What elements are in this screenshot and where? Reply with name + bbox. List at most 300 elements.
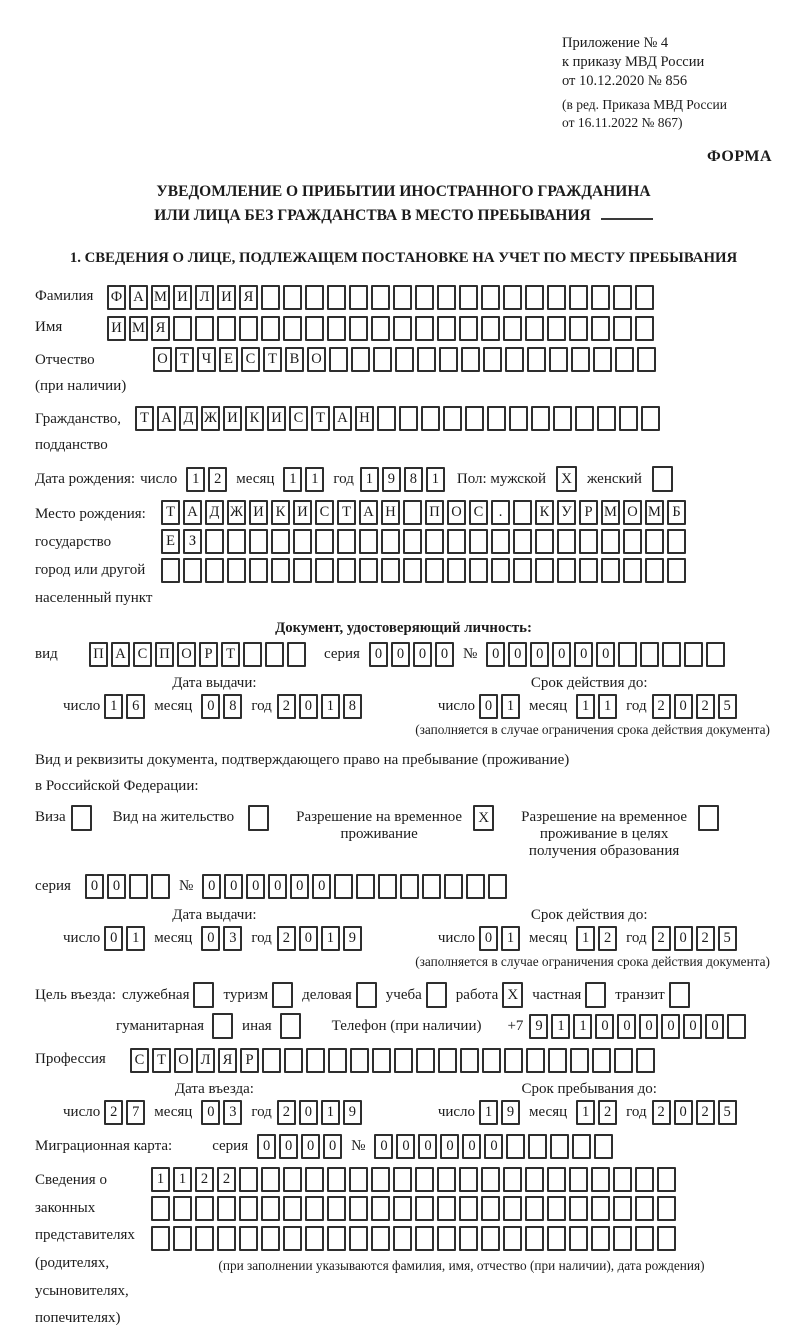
forma-label: ФОРМА <box>706 148 772 165</box>
char-box: 0 <box>462 1134 481 1159</box>
char-box <box>525 285 544 310</box>
char-box <box>151 874 170 899</box>
char-box <box>618 642 637 667</box>
char-box <box>283 285 302 310</box>
char-box: К <box>535 500 554 525</box>
char-box <box>657 1196 676 1221</box>
char-box: 1 <box>598 694 617 719</box>
phone-label: Телефон (при наличии) <box>331 1017 482 1034</box>
identity-doc-row <box>35 642 772 667</box>
doc-type-boxes <box>89 642 306 667</box>
char-box: 9 <box>382 467 401 492</box>
sex-female-label: женский <box>587 470 642 487</box>
char-box: С <box>315 500 334 525</box>
char-box: 0 <box>107 874 126 899</box>
form-title <box>35 180 772 228</box>
residence-permit-option <box>113 805 274 831</box>
char-box <box>393 285 412 310</box>
char-box: У <box>557 500 576 525</box>
identity-doc-heading: Документ, удостоверяющий личность: <box>275 620 532 637</box>
char-box <box>645 558 664 583</box>
char-box <box>547 1167 566 1192</box>
stay-day-boxes <box>479 1100 520 1125</box>
char-box <box>447 558 466 583</box>
char-box <box>349 1196 368 1221</box>
char-box: А <box>359 500 378 525</box>
month-label: месяц <box>236 470 275 487</box>
representatives-boxes-row2 <box>151 1196 676 1221</box>
char-box <box>503 1226 522 1251</box>
char-box <box>283 316 302 341</box>
surname-boxes <box>107 285 654 310</box>
visa-option <box>35 805 97 831</box>
char-box: 3 <box>223 926 242 951</box>
permit-issue-date-group <box>63 907 366 951</box>
birth-place-block <box>35 500 772 612</box>
char-box: И <box>267 406 286 431</box>
year-label: год <box>251 698 272 715</box>
char-box <box>425 529 444 554</box>
char-box: Т <box>311 406 330 431</box>
char-box <box>640 642 659 667</box>
char-box: Ж <box>227 500 246 525</box>
expiry-note: (заполняется в случае ограничения срока действия документа) <box>415 954 770 970</box>
name-row <box>35 316 772 341</box>
doc-expiry-month-boxes <box>576 694 617 719</box>
char-box: 2 <box>696 1100 715 1125</box>
month-label: месяц <box>529 930 568 947</box>
char-box: 1 <box>321 694 340 719</box>
char-box: 0 <box>201 1100 220 1125</box>
char-box <box>547 316 566 341</box>
char-box: 0 <box>323 1134 342 1159</box>
purpose-official-label: служебная <box>121 986 190 1003</box>
char-box: 0 <box>290 874 309 899</box>
char-box <box>641 406 660 431</box>
char-box <box>706 642 725 667</box>
identity-doc-dates <box>35 675 772 719</box>
char-box <box>459 1167 478 1192</box>
purpose-humanitarian-checkbox <box>212 1013 233 1039</box>
char-box <box>400 874 419 899</box>
char-box <box>461 347 480 372</box>
char-box: Т <box>263 347 282 372</box>
char-box: 2 <box>277 694 296 719</box>
doc-type-label: вид <box>35 646 58 663</box>
char-box <box>526 1048 545 1073</box>
char-box <box>525 1226 544 1251</box>
char-box: П <box>155 642 174 667</box>
char-box: Р <box>579 500 598 525</box>
day-label: число <box>437 930 476 947</box>
char-box: Л <box>196 1048 215 1073</box>
char-box: 2 <box>208 467 227 492</box>
representatives-boxes-row1 <box>151 1167 676 1192</box>
entry-stay-dates <box>35 1081 772 1125</box>
char-box <box>394 1048 413 1073</box>
char-box: 0 <box>530 642 549 667</box>
entry-day-boxes <box>104 1100 145 1125</box>
char-box <box>195 316 214 341</box>
char-box: М <box>645 500 664 525</box>
char-box <box>459 1226 478 1251</box>
char-box <box>684 642 703 667</box>
char-box <box>667 558 686 583</box>
char-box: Т <box>175 347 194 372</box>
char-box <box>503 1167 522 1192</box>
char-box <box>572 1134 591 1159</box>
char-box <box>488 874 507 899</box>
stay-month-boxes <box>576 1100 617 1125</box>
day-label: число <box>63 1104 101 1121</box>
female-checkbox <box>652 466 673 492</box>
char-box: 1 <box>151 1167 170 1192</box>
char-box: Р <box>240 1048 259 1073</box>
char-box <box>421 406 440 431</box>
char-box: И <box>293 500 312 525</box>
month-label: месяц <box>529 698 568 715</box>
char-box <box>504 1048 523 1073</box>
expiry-note: (заполняется в случае ограничения срока действия документа) <box>415 722 770 738</box>
char-box <box>437 316 456 341</box>
profession-row <box>35 1048 772 1073</box>
char-box: А <box>183 500 202 525</box>
entry-year-boxes <box>277 1100 362 1125</box>
char-box <box>506 1134 525 1159</box>
char-box: 0 <box>479 694 498 719</box>
char-box: 2 <box>652 694 671 719</box>
char-box <box>239 1226 258 1251</box>
char-box <box>613 285 632 310</box>
char-box: 0 <box>486 642 505 667</box>
char-box <box>337 529 356 554</box>
char-box <box>525 1167 544 1192</box>
month-label: месяц <box>154 698 193 715</box>
char-box: К <box>245 406 264 431</box>
char-box <box>306 1048 325 1073</box>
char-box: 0 <box>301 1134 320 1159</box>
char-box: 2 <box>598 926 617 951</box>
char-box <box>438 1048 457 1073</box>
char-box: 0 <box>484 1134 503 1159</box>
representatives-boxes-row3 <box>151 1226 676 1251</box>
char-box <box>349 285 368 310</box>
char-box: 2 <box>696 926 715 951</box>
entry-heading: Дата въезда: <box>174 1081 254 1098</box>
representatives-note: (при заполнении указываются фамилия, имя, отчество (при наличии), дата рождения) <box>218 1258 705 1274</box>
migration-seriya-boxes <box>257 1134 342 1159</box>
char-box: Я <box>239 285 258 310</box>
birth-place-label: Место рождения: государство город или другой населенный пункт <box>35 506 153 607</box>
permit-issue-day-boxes <box>104 926 145 951</box>
patronymic-label: Отчество (при наличии) <box>35 352 127 395</box>
char-box <box>459 285 478 310</box>
char-box <box>635 1226 654 1251</box>
name-boxes <box>107 316 654 341</box>
char-box <box>239 1167 258 1192</box>
char-box: 0 <box>574 642 593 667</box>
purpose-other-label: иная <box>242 1017 272 1034</box>
char-box: 0 <box>705 1014 724 1039</box>
char-box <box>415 1226 434 1251</box>
char-box <box>636 1048 655 1073</box>
char-box <box>261 1167 280 1192</box>
char-box <box>349 1226 368 1251</box>
char-box: С <box>133 642 152 667</box>
char-box: 0 <box>201 694 220 719</box>
char-box <box>195 1226 214 1251</box>
char-box: 0 <box>674 694 693 719</box>
birth-date-row <box>35 466 772 492</box>
char-box <box>525 316 544 341</box>
char-box: 1 <box>576 694 595 719</box>
char-box: Т <box>152 1048 171 1073</box>
char-box <box>305 1196 324 1221</box>
char-box <box>613 1167 632 1192</box>
migration-nomer-label: № <box>351 1138 366 1155</box>
char-box <box>425 558 444 583</box>
sex-male-label: Пол: мужской <box>456 470 547 487</box>
doc-expiry-heading: Срок действия до: <box>530 675 648 692</box>
char-box <box>637 347 656 372</box>
char-box <box>547 285 566 310</box>
doc-issue-heading: Дата выдачи: <box>172 675 257 692</box>
char-box <box>443 406 462 431</box>
char-box <box>571 347 590 372</box>
temp-residence-edu-label: Разрешение на временное проживание в целях получения образования <box>521 809 688 860</box>
char-box: Я <box>218 1048 237 1073</box>
char-box: Л <box>195 285 214 310</box>
char-box: 8 <box>223 694 242 719</box>
char-box: О <box>174 1048 193 1073</box>
char-box <box>327 1196 346 1221</box>
char-box <box>447 529 466 554</box>
char-box <box>503 1196 522 1221</box>
char-box: 0 <box>257 1134 276 1159</box>
permit-expiry-month-boxes <box>576 926 617 951</box>
char-box: 0 <box>552 642 571 667</box>
day-label: число <box>63 698 101 715</box>
char-box: 1 <box>305 467 324 492</box>
char-box <box>261 1196 280 1221</box>
char-box <box>444 874 463 899</box>
char-box <box>579 558 598 583</box>
migration-nomer-boxes <box>374 1134 613 1159</box>
birth-place-rows <box>161 500 772 588</box>
char-box <box>372 1048 391 1073</box>
char-box: Н <box>355 406 374 431</box>
char-box <box>249 558 268 583</box>
char-box <box>469 529 488 554</box>
phone-prefix: +7 <box>507 1017 524 1034</box>
doc-seriya-boxes <box>369 642 454 667</box>
char-box: 1 <box>576 1100 595 1125</box>
char-box <box>569 1167 588 1192</box>
char-box <box>151 1196 170 1221</box>
char-box: А <box>157 406 176 431</box>
char-box <box>579 529 598 554</box>
char-box <box>262 1048 281 1073</box>
char-box <box>287 642 306 667</box>
char-box: 2 <box>598 1100 617 1125</box>
char-box <box>195 1196 214 1221</box>
char-box <box>460 1048 479 1073</box>
citizenship-boxes <box>135 406 660 431</box>
char-box: 0 <box>224 874 243 899</box>
char-box: 9 <box>529 1014 548 1039</box>
male-checkbox: X <box>556 466 577 492</box>
char-box <box>129 874 148 899</box>
char-box: 5 <box>718 926 737 951</box>
char-box <box>315 558 334 583</box>
char-box: 0 <box>413 642 432 667</box>
char-box <box>465 406 484 431</box>
char-box: 0 <box>418 1134 437 1159</box>
char-box <box>623 558 642 583</box>
char-box <box>487 406 506 431</box>
char-box: М <box>151 285 170 310</box>
purpose-other-checkbox <box>280 1013 301 1039</box>
char-box <box>173 1196 192 1221</box>
stay-date-group <box>438 1081 741 1125</box>
char-box <box>327 316 346 341</box>
day-label: число <box>437 1104 476 1121</box>
year-label: год <box>626 698 647 715</box>
char-box <box>657 1226 676 1251</box>
migration-seriya-label: серия <box>212 1138 249 1155</box>
char-box <box>173 1226 192 1251</box>
permit-expiry-heading: Срок действия до: <box>530 907 648 924</box>
char-box <box>261 285 280 310</box>
char-box <box>249 529 268 554</box>
char-box <box>548 1048 567 1073</box>
char-box <box>613 1196 632 1221</box>
char-box <box>373 347 392 372</box>
char-box <box>415 285 434 310</box>
char-box: 3 <box>223 1100 242 1125</box>
char-box <box>327 1226 346 1251</box>
surname-row <box>35 285 772 310</box>
permit-nomer-boxes <box>202 874 507 899</box>
char-box <box>623 529 642 554</box>
char-box <box>575 406 594 431</box>
purpose-private-checkbox <box>585 982 606 1008</box>
form-title-line1: УВЕДОМЛЕНИЕ О ПРИБЫТИИ ИНОСТРАННОГО ГРАЖДАНИНА <box>156 183 651 200</box>
char-box: 0 <box>683 1014 702 1039</box>
purpose-work-label: работа <box>455 986 499 1003</box>
char-box <box>635 285 654 310</box>
char-box: 0 <box>369 642 388 667</box>
section1-heading: 1. СВЕДЕНИЯ О ЛИЦЕ, ПОДЛЕЖАЩЕМ ПОСТАНОВКЕ НА УЧЕТ ПО МЕСТУ ПРЕБЫВАНИЯ <box>69 250 738 267</box>
char-box <box>437 1196 456 1221</box>
char-box <box>557 558 576 583</box>
char-box <box>227 558 246 583</box>
purpose-row-1 <box>35 982 772 1008</box>
purpose-business-checkbox <box>356 982 377 1008</box>
purpose-humanitarian-label: гуманитарная <box>116 1017 205 1034</box>
char-box: А <box>111 642 130 667</box>
doc-issue-month-boxes <box>201 694 242 719</box>
char-box: 2 <box>217 1167 236 1192</box>
birth-month-boxes <box>283 467 324 492</box>
char-box: 0 <box>279 1134 298 1159</box>
char-box <box>727 1014 746 1039</box>
char-box <box>531 406 550 431</box>
char-box: 9 <box>501 1100 520 1125</box>
doc-nomer-boxes <box>486 642 725 667</box>
char-box <box>217 1196 236 1221</box>
char-box <box>481 285 500 310</box>
year-label: год <box>251 1104 272 1121</box>
char-box <box>415 1167 434 1192</box>
char-box: 2 <box>104 1100 123 1125</box>
char-box <box>570 1048 589 1073</box>
char-box <box>547 1196 566 1221</box>
char-box <box>422 874 441 899</box>
char-box: 0 <box>508 642 527 667</box>
char-box <box>615 347 634 372</box>
char-box <box>591 285 610 310</box>
char-box: 0 <box>617 1014 636 1039</box>
profession-boxes <box>130 1048 655 1073</box>
temp-residence-edu-checkbox <box>698 805 719 831</box>
char-box <box>265 642 284 667</box>
char-box <box>569 316 588 341</box>
day-label: число <box>63 930 101 947</box>
char-box: И <box>173 285 192 310</box>
char-box: 0 <box>479 926 498 951</box>
migration-card-row <box>35 1134 772 1159</box>
char-box <box>283 1226 302 1251</box>
char-box <box>395 347 414 372</box>
char-box <box>416 1048 435 1073</box>
permit-issue-year-boxes <box>277 926 362 951</box>
char-box <box>349 316 368 341</box>
char-box <box>359 558 378 583</box>
char-box <box>613 316 632 341</box>
month-label: месяц <box>529 1104 568 1121</box>
char-box: 5 <box>718 694 737 719</box>
char-box: 1 <box>283 467 302 492</box>
char-box <box>239 1196 258 1221</box>
char-box: 2 <box>277 926 296 951</box>
char-box: С <box>241 347 260 372</box>
char-box <box>393 1226 412 1251</box>
purpose-tourism-checkbox <box>272 982 293 1008</box>
char-box: Т <box>161 500 180 525</box>
char-box <box>359 529 378 554</box>
char-box <box>491 529 510 554</box>
char-box: И <box>223 406 242 431</box>
char-box <box>469 558 488 583</box>
char-box <box>513 529 532 554</box>
char-box: 2 <box>652 926 671 951</box>
char-box <box>549 347 568 372</box>
year-label: год <box>251 930 272 947</box>
stay-year-boxes <box>652 1100 737 1125</box>
char-box: Т <box>337 500 356 525</box>
char-box <box>657 1167 676 1192</box>
representatives-block <box>35 1167 772 1333</box>
char-box <box>381 558 400 583</box>
permit-dates <box>35 907 772 951</box>
char-box <box>329 347 348 372</box>
char-box <box>371 1167 390 1192</box>
doc-expiry-year-boxes <box>652 694 737 719</box>
char-box <box>601 529 620 554</box>
char-box <box>503 316 522 341</box>
char-box <box>371 1196 390 1221</box>
